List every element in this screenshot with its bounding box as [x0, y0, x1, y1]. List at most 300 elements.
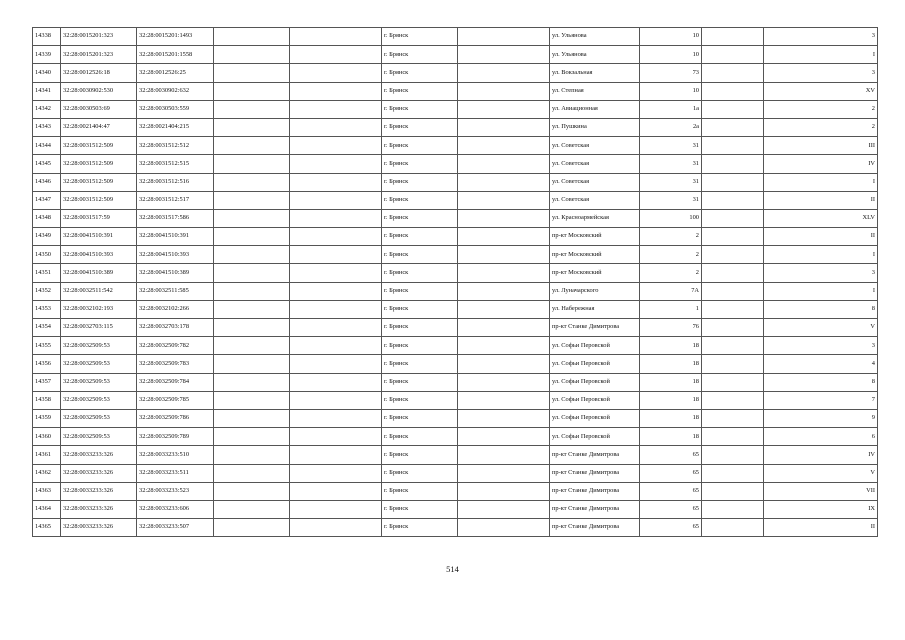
cell-empty	[214, 100, 290, 118]
cell-house-number: 65	[640, 519, 702, 537]
cell-street: ул. Пушкина	[550, 118, 640, 136]
cell-cadastral-premises: 32:28:0031512:516	[137, 173, 214, 191]
cell-row-number: 14357	[33, 373, 61, 391]
cell-empty	[214, 264, 290, 282]
cell-empty	[458, 428, 550, 446]
cell-empty	[702, 446, 764, 464]
cell-house-number: 65	[640, 464, 702, 482]
cell-empty	[214, 228, 290, 246]
cell-premises-number: V	[764, 319, 878, 337]
cell-premises-number: 3	[764, 337, 878, 355]
cell-premises-number: 8	[764, 373, 878, 391]
cell-row-number: 14345	[33, 155, 61, 173]
cell-row-number: 14343	[33, 118, 61, 136]
cell-empty	[214, 409, 290, 427]
cell-street: ул. Софьи Перовской	[550, 373, 640, 391]
cell-street: пр-кт Московский	[550, 228, 640, 246]
cell-row-number: 14362	[33, 464, 61, 482]
cell-empty	[290, 337, 382, 355]
cell-empty	[458, 409, 550, 427]
cell-row-number: 14359	[33, 409, 61, 427]
cell-empty	[702, 355, 764, 373]
cell-cadastral-premises: 32:28:0033233:510	[137, 446, 214, 464]
cell-empty	[702, 64, 764, 82]
cell-empty	[458, 46, 550, 64]
cell-house-number: 18	[640, 391, 702, 409]
cell-empty	[702, 409, 764, 427]
cell-cadastral-premises: 32:28:0032511:585	[137, 282, 214, 300]
cell-city: г. Брянск	[382, 264, 458, 282]
cell-empty	[458, 355, 550, 373]
cell-empty	[458, 264, 550, 282]
cell-city: г. Брянск	[382, 355, 458, 373]
cell-empty	[290, 100, 382, 118]
cell-cadastral-premises: 32:28:0032703:178	[137, 319, 214, 337]
cell-empty	[214, 155, 290, 173]
cell-row-number: 14354	[33, 319, 61, 337]
cell-premises-number: II	[764, 191, 878, 209]
table-row	[33, 28, 878, 46]
cell-empty	[214, 173, 290, 191]
cell-empty	[290, 246, 382, 264]
table-row	[33, 282, 878, 300]
cell-empty	[458, 173, 550, 191]
cell-street: ул. Луначарского	[550, 282, 640, 300]
cell-empty	[290, 46, 382, 64]
cell-empty	[214, 118, 290, 136]
cell-cadastral-premises: 32:28:0032509:784	[137, 373, 214, 391]
cell-empty	[290, 373, 382, 391]
cell-premises-number: 3	[764, 28, 878, 46]
cell-city: г. Брянск	[382, 337, 458, 355]
cell-cadastral-premises: 32:28:0041510:391	[137, 228, 214, 246]
cell-cadastral-building: 32:28:0033233:326	[61, 464, 137, 482]
cell-cadastral-premises: 32:28:0032509:782	[137, 337, 214, 355]
cell-cadastral-building: 32:28:0031512:509	[61, 173, 137, 191]
cell-empty	[702, 46, 764, 64]
cell-empty	[702, 137, 764, 155]
cell-city: г. Брянск	[382, 100, 458, 118]
table-row	[33, 500, 878, 518]
cell-city: г. Брянск	[382, 118, 458, 136]
cell-house-number: 31	[640, 155, 702, 173]
cell-empty	[458, 500, 550, 518]
cell-street: пр-кт Станке Димитрова	[550, 446, 640, 464]
cell-street: ул. Авиационная	[550, 100, 640, 118]
cell-empty	[702, 482, 764, 500]
cell-cadastral-building: 32:28:0041510:391	[61, 228, 137, 246]
cell-city: г. Брянск	[382, 209, 458, 227]
cell-empty	[702, 246, 764, 264]
cell-street: пр-кт Московский	[550, 246, 640, 264]
cell-empty	[290, 300, 382, 318]
cell-city: г. Брянск	[382, 28, 458, 46]
cell-house-number: 10	[640, 46, 702, 64]
cell-premises-number: V	[764, 464, 878, 482]
cell-row-number: 14348	[33, 209, 61, 227]
cell-cadastral-premises: 32:28:0015201:1558	[137, 46, 214, 64]
cell-premises-number: I	[764, 246, 878, 264]
cell-cadastral-premises: 32:28:0033233:511	[137, 464, 214, 482]
cell-empty	[458, 64, 550, 82]
cell-row-number: 14341	[33, 82, 61, 100]
cell-empty	[458, 228, 550, 246]
cell-row-number: 14358	[33, 391, 61, 409]
cell-row-number: 14342	[33, 100, 61, 118]
cell-row-number: 14355	[33, 337, 61, 355]
cell-cadastral-premises: 32:28:0032509:783	[137, 355, 214, 373]
cell-empty	[458, 300, 550, 318]
cell-empty	[458, 155, 550, 173]
table-row	[33, 337, 878, 355]
cell-house-number: 65	[640, 482, 702, 500]
cell-street: ул. Советская	[550, 155, 640, 173]
cell-premises-number: 2	[764, 100, 878, 118]
cell-empty	[214, 82, 290, 100]
cell-empty	[702, 82, 764, 100]
cell-empty	[214, 64, 290, 82]
cell-empty	[290, 173, 382, 191]
cell-row-number: 14350	[33, 246, 61, 264]
cell-empty	[214, 482, 290, 500]
cell-premises-number: III	[764, 137, 878, 155]
cell-empty	[290, 482, 382, 500]
cell-row-number: 14356	[33, 355, 61, 373]
cell-cadastral-building: 32:28:0032102:193	[61, 300, 137, 318]
cell-row-number: 14363	[33, 482, 61, 500]
table-row	[33, 155, 878, 173]
table-row	[33, 46, 878, 64]
cell-empty	[214, 46, 290, 64]
cell-street: ул. Ульянова	[550, 46, 640, 64]
cell-empty	[458, 209, 550, 227]
cell-row-number: 14339	[33, 46, 61, 64]
cell-house-number: 2	[640, 228, 702, 246]
cell-house-number: 10	[640, 82, 702, 100]
table-row	[33, 118, 878, 136]
cell-row-number: 14353	[33, 300, 61, 318]
cell-street: пр-кт Станке Димитрова	[550, 482, 640, 500]
cell-premises-number: IV	[764, 446, 878, 464]
cell-house-number: 2	[640, 246, 702, 264]
cell-row-number: 14360	[33, 428, 61, 446]
cell-house-number: 18	[640, 355, 702, 373]
cell-street: ул. Софьи Перовской	[550, 409, 640, 427]
cell-empty	[702, 155, 764, 173]
cell-empty	[214, 300, 290, 318]
cell-cadastral-building: 32:28:0031512:509	[61, 155, 137, 173]
cell-city: г. Брянск	[382, 137, 458, 155]
cell-cadastral-premises: 32:28:0041510:393	[137, 246, 214, 264]
cell-empty	[290, 191, 382, 209]
cell-empty	[458, 118, 550, 136]
cell-city: г. Брянск	[382, 246, 458, 264]
cell-empty	[458, 519, 550, 537]
cell-premises-number: 3	[764, 64, 878, 82]
cell-house-number: 2а	[640, 118, 702, 136]
cell-house-number: 18	[640, 373, 702, 391]
cell-city: г. Брянск	[382, 446, 458, 464]
cell-row-number: 14365	[33, 519, 61, 537]
cell-empty	[214, 246, 290, 264]
table-row	[33, 373, 878, 391]
cell-empty	[458, 464, 550, 482]
cell-premises-number: 3	[764, 264, 878, 282]
cell-city: г. Брянск	[382, 391, 458, 409]
cell-city: г. Брянск	[382, 82, 458, 100]
table-row	[33, 82, 878, 100]
cell-premises-number: 9	[764, 409, 878, 427]
cell-empty	[702, 100, 764, 118]
cell-empty	[458, 391, 550, 409]
table-row	[33, 464, 878, 482]
cell-cadastral-building: 32:28:0031512:509	[61, 191, 137, 209]
cell-street: пр-кт Станке Димитрова	[550, 464, 640, 482]
cell-house-number: 18	[640, 337, 702, 355]
cell-row-number: 14340	[33, 64, 61, 82]
cell-house-number: 1а	[640, 100, 702, 118]
cell-row-number: 14347	[33, 191, 61, 209]
table-row	[33, 446, 878, 464]
cell-street: ул. Советская	[550, 137, 640, 155]
cell-cadastral-premises: 32:28:0041510:389	[137, 264, 214, 282]
cell-cadastral-building: 32:28:0031512:509	[61, 137, 137, 155]
cell-city: г. Брянск	[382, 191, 458, 209]
cell-empty	[702, 391, 764, 409]
cell-empty	[214, 428, 290, 446]
cell-empty	[458, 191, 550, 209]
cell-house-number: 2	[640, 264, 702, 282]
cell-empty	[290, 282, 382, 300]
cell-row-number: 14344	[33, 137, 61, 155]
cell-street: пр-кт Московский	[550, 264, 640, 282]
cell-house-number: 18	[640, 409, 702, 427]
cell-street: ул. Вокзальная	[550, 64, 640, 82]
cell-city: г. Брянск	[382, 373, 458, 391]
cell-empty	[458, 100, 550, 118]
cell-cadastral-building: 32:28:0012526:18	[61, 64, 137, 82]
cell-cadastral-building: 32:28:0033233:326	[61, 500, 137, 518]
cell-cadastral-premises: 32:28:0021404:215	[137, 118, 214, 136]
cell-empty	[702, 118, 764, 136]
cell-cadastral-premises: 32:28:0015201:1493	[137, 28, 214, 46]
cell-empty	[214, 209, 290, 227]
cell-empty	[214, 137, 290, 155]
cell-cadastral-building: 32:28:0032509:53	[61, 391, 137, 409]
cell-empty	[290, 409, 382, 427]
cell-city: г. Брянск	[382, 228, 458, 246]
cell-empty	[458, 482, 550, 500]
table-row	[33, 173, 878, 191]
cell-city: г. Брянск	[382, 173, 458, 191]
table-row	[33, 355, 878, 373]
cell-cadastral-premises: 32:28:0033233:507	[137, 519, 214, 537]
cell-cadastral-building: 32:28:0032509:53	[61, 355, 137, 373]
cell-empty	[214, 191, 290, 209]
cell-empty	[458, 28, 550, 46]
cell-cadastral-premises: 32:28:0032509:785	[137, 391, 214, 409]
cell-cadastral-building: 32:28:0032509:53	[61, 409, 137, 427]
cell-empty	[214, 337, 290, 355]
cell-empty	[290, 319, 382, 337]
cell-premises-number: 8	[764, 300, 878, 318]
cell-city: г. Брянск	[382, 319, 458, 337]
cell-street: ул. Софьи Перовской	[550, 428, 640, 446]
cell-empty	[290, 228, 382, 246]
cell-empty	[290, 209, 382, 227]
cell-cadastral-premises: 32:28:0031512:512	[137, 137, 214, 155]
cell-row-number: 14349	[33, 228, 61, 246]
cell-empty	[290, 28, 382, 46]
cell-empty	[458, 282, 550, 300]
cell-cadastral-premises: 32:28:0032509:789	[137, 428, 214, 446]
cell-row-number: 14351	[33, 264, 61, 282]
cell-empty	[458, 319, 550, 337]
cell-cadastral-premises: 32:28:0032509:786	[137, 409, 214, 427]
cell-empty	[214, 391, 290, 409]
cell-empty	[458, 337, 550, 355]
cell-city: г. Брянск	[382, 282, 458, 300]
cell-house-number: 31	[640, 137, 702, 155]
cell-empty	[214, 282, 290, 300]
cell-street: ул. Набережная	[550, 300, 640, 318]
cell-city: г. Брянск	[382, 46, 458, 64]
cell-empty	[290, 464, 382, 482]
cell-row-number: 14364	[33, 500, 61, 518]
cell-house-number: 73	[640, 64, 702, 82]
table-row	[33, 319, 878, 337]
cell-empty	[702, 264, 764, 282]
cell-cadastral-building: 32:28:0032509:53	[61, 373, 137, 391]
cell-house-number: 31	[640, 191, 702, 209]
cell-cadastral-building: 32:28:0015201:323	[61, 46, 137, 64]
cell-street: пр-кт Станке Димитрова	[550, 519, 640, 537]
cell-empty	[290, 500, 382, 518]
cell-cadastral-premises: 32:28:0033233:523	[137, 482, 214, 500]
cell-empty	[290, 264, 382, 282]
cell-street: ул. Ульянова	[550, 28, 640, 46]
cell-empty	[702, 191, 764, 209]
cell-empty	[702, 519, 764, 537]
cell-city: г. Брянск	[382, 155, 458, 173]
table-row	[33, 409, 878, 427]
cell-empty	[702, 228, 764, 246]
cell-cadastral-premises: 32:28:0030902:632	[137, 82, 214, 100]
cell-cadastral-building: 32:28:0032509:53	[61, 428, 137, 446]
cell-empty	[702, 300, 764, 318]
cell-empty	[702, 319, 764, 337]
cell-cadastral-building: 32:28:0032703:115	[61, 319, 137, 337]
cell-premises-number: XLV	[764, 209, 878, 227]
cell-cadastral-premises: 32:28:0030503:559	[137, 100, 214, 118]
cell-street: пр-кт Станке Димитрова	[550, 500, 640, 518]
cell-empty	[702, 464, 764, 482]
table-row	[33, 300, 878, 318]
cell-premises-number: II	[764, 228, 878, 246]
cell-empty	[214, 446, 290, 464]
cell-cadastral-premises: 32:28:0031512:517	[137, 191, 214, 209]
cell-premises-number: I	[764, 173, 878, 191]
cell-empty	[214, 355, 290, 373]
table-row	[33, 137, 878, 155]
cell-cadastral-premises: 32:28:0033233:606	[137, 500, 214, 518]
cell-house-number: 76	[640, 319, 702, 337]
cell-cadastral-premises: 32:28:0032102:266	[137, 300, 214, 318]
cell-street: ул. Софьи Перовской	[550, 391, 640, 409]
cell-street: ул. Степная	[550, 82, 640, 100]
cell-cadastral-building: 32:28:0032509:53	[61, 337, 137, 355]
cell-empty	[458, 373, 550, 391]
table-row	[33, 246, 878, 264]
cell-house-number: 31	[640, 173, 702, 191]
cell-empty	[290, 118, 382, 136]
cell-cadastral-premises: 32:28:0031512:515	[137, 155, 214, 173]
cell-house-number: 65	[640, 500, 702, 518]
cell-city: г. Брянск	[382, 500, 458, 518]
cell-empty	[702, 337, 764, 355]
page-number: 514	[446, 564, 459, 574]
cell-row-number: 14338	[33, 28, 61, 46]
cell-premises-number: VII	[764, 482, 878, 500]
cell-street: ул. Красноармейская	[550, 209, 640, 227]
cell-empty	[290, 428, 382, 446]
cell-cadastral-building: 32:28:0021404:47	[61, 118, 137, 136]
cell-city: г. Брянск	[382, 482, 458, 500]
table-row	[33, 228, 878, 246]
cell-premises-number: I	[764, 282, 878, 300]
cell-empty	[290, 446, 382, 464]
cell-row-number: 14352	[33, 282, 61, 300]
cell-street: пр-кт Станке Димитрова	[550, 319, 640, 337]
cell-empty	[702, 500, 764, 518]
table-row	[33, 191, 878, 209]
cell-empty	[214, 500, 290, 518]
cell-premises-number: 7	[764, 391, 878, 409]
cell-empty	[290, 391, 382, 409]
cell-cadastral-building: 32:28:0030503:69	[61, 100, 137, 118]
cell-house-number: 1	[640, 300, 702, 318]
cell-empty	[702, 209, 764, 227]
cell-empty	[214, 319, 290, 337]
cell-empty	[458, 246, 550, 264]
cell-premises-number: 6	[764, 428, 878, 446]
table-row	[33, 100, 878, 118]
cell-premises-number: I	[764, 46, 878, 64]
cell-street: ул. Советская	[550, 173, 640, 191]
cell-empty	[214, 28, 290, 46]
cell-city: г. Брянск	[382, 409, 458, 427]
cell-house-number: 65	[640, 446, 702, 464]
table-row	[33, 64, 878, 82]
cell-city: г. Брянск	[382, 464, 458, 482]
cell-empty	[458, 137, 550, 155]
table-row	[33, 391, 878, 409]
cell-street: ул. Софьи Перовской	[550, 337, 640, 355]
cell-empty	[458, 446, 550, 464]
cell-house-number: 7А	[640, 282, 702, 300]
cell-empty	[702, 428, 764, 446]
cell-house-number: 18	[640, 428, 702, 446]
cell-street: ул. Софьи Перовской	[550, 355, 640, 373]
cell-premises-number: II	[764, 519, 878, 537]
table-row	[33, 209, 878, 227]
cell-premises-number: IX	[764, 500, 878, 518]
cell-cadastral-premises: 32:28:0031517:586	[137, 209, 214, 227]
cell-city: г. Брянск	[382, 428, 458, 446]
cell-cadastral-premises: 32:28:0012526:25	[137, 64, 214, 82]
cell-empty	[290, 82, 382, 100]
cell-cadastral-building: 32:28:0041510:393	[61, 246, 137, 264]
